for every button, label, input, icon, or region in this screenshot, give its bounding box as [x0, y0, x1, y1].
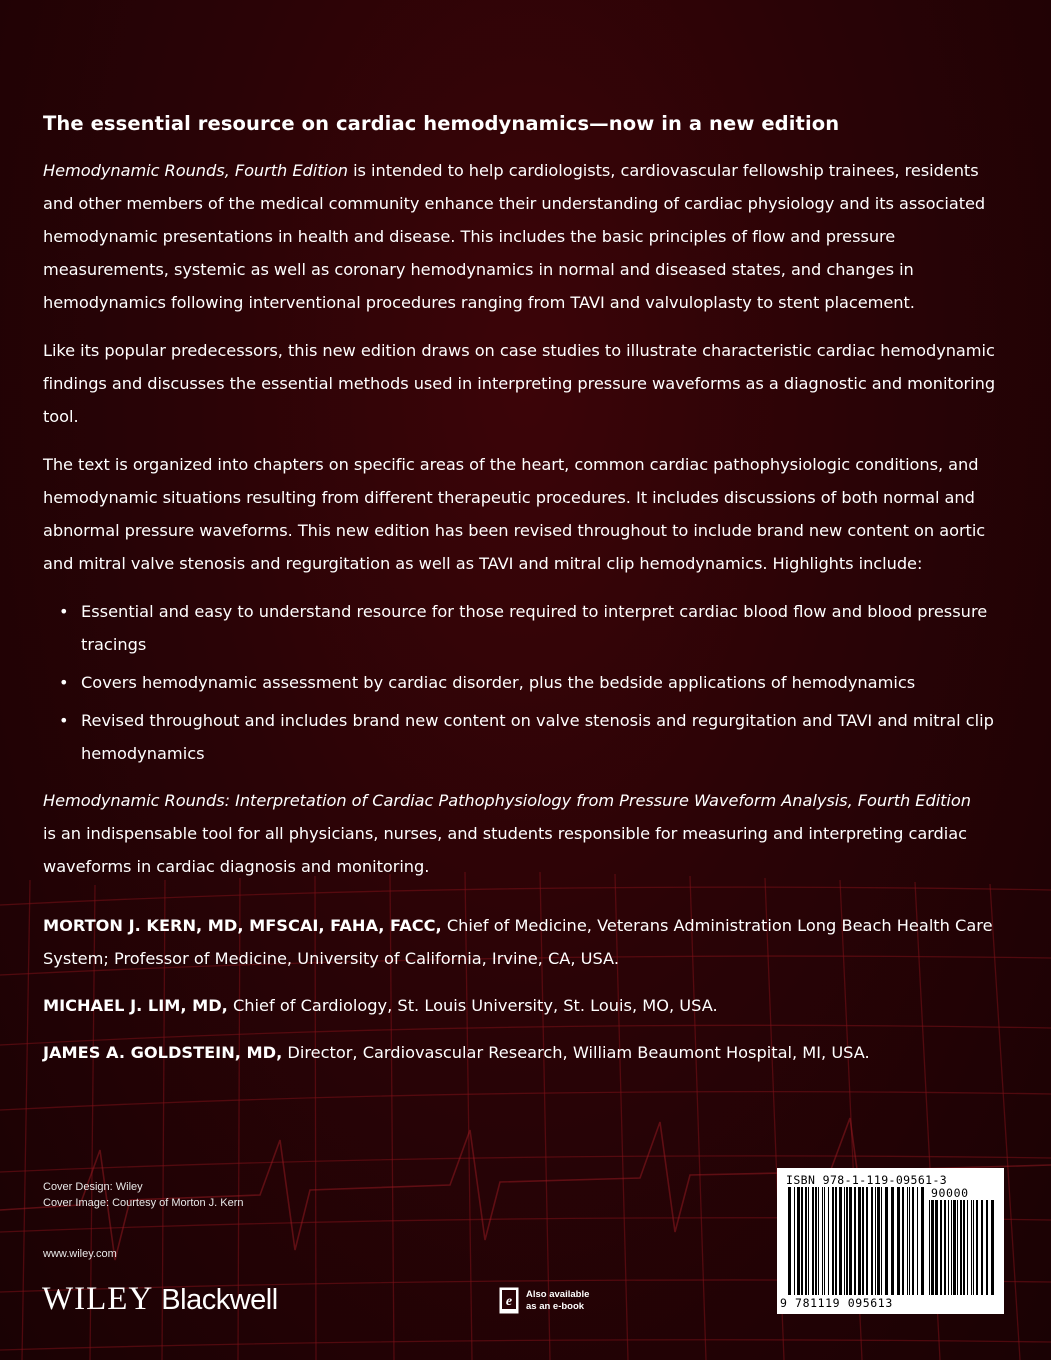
highlights-list: [43, 595, 1003, 770]
intro-text: is intended to help cardiologists, cardiovascular fellowship trainees, residents and other members of the medical community enhance their understanding of cardiac physiology and its associated hemodynamic presentations in health and disease. This includes the basic principles of flow and pressure measurements, systemic as well as coronary hemodynamics in normal and diseased states, and changes in hemodynamics following interventional procedures ranging from TAVI and valvuloplasty to stent placement.: [43, 161, 986, 312]
barcode-bar: [912, 1187, 914, 1295]
barcode-bar: [858, 1187, 861, 1295]
barcode-bar: [935, 1200, 938, 1295]
bullet-icon: •: [59, 673, 69, 692]
highlight-text: Revised throughout and includes brand new content on valve stenosis and regurgitation and TAVI and mitral clip hemodynamics: [81, 711, 994, 763]
highlight-text: Essential and easy to understand resource for those required to interpret cardiac blood flow and blood pressure tracings: [81, 602, 988, 654]
barcode-bar: [921, 1187, 924, 1295]
closing-paragraph: [43, 784, 1003, 883]
highlight-text: Covers hemodynamic assessment by cardiac disorder, plus the bedside applications of hemodynamics: [81, 673, 916, 692]
barcode-bar: [917, 1187, 918, 1295]
barcode-bar: [976, 1200, 978, 1295]
author-name: JAMES A. GOLDSTEIN, MD,: [43, 1043, 283, 1062]
barcode-bar: [832, 1187, 834, 1295]
cover-design-credit: Cover Design: Wiley: [43, 1181, 143, 1193]
ebook-line-2: as an e-book: [526, 1300, 585, 1312]
closing-text: is an indispensable tool for all physicians, nurses, and students responsible for measuring and interpreting cardiac waveforms in cardiac diagnosis and monitoring.: [43, 824, 967, 876]
book-title-italic: Hemodynamic Rounds, Fourth Edition: [43, 161, 349, 180]
barcode-bar: [891, 1187, 894, 1295]
barcode-bar: [844, 1187, 845, 1295]
predecessors-paragraph: Like its popular predecessors, this new edition draws on case studies to illustrate characteristic cardiac hemodynamic findings and discusses the essential methods used in interpreting pressure waveforms as a diagnostic and monitoring tool.: [43, 341, 996, 426]
barcode-bar: [944, 1200, 946, 1295]
barcode-bar: [805, 1187, 807, 1295]
barcode-bar: [986, 1200, 988, 1295]
barcode-bar: [788, 1187, 791, 1295]
authors-section: [43, 909, 1003, 1069]
author-affiliation: Chief of Cardiology, St. Louis University, St. Louis, MO, USA.: [227, 996, 718, 1015]
author-name: MICHAEL J. LIM, MD,: [43, 996, 228, 1015]
barcode-bar: [948, 1200, 949, 1295]
barcode-bar: [957, 1200, 958, 1295]
bullet-icon: •: [59, 602, 69, 621]
organization-paragraph: The text is organized into chapters on specific areas of the heart, common cardiac pathophysiologic conditions, and hemodynamic situations resulting from different therapeutic procedures. It includes discussions of both normal and abnormal pressure waveforms. This new edition has been revised throughout to include brand new content on aortic and mitral valve stenosis and regurgitation as well as TAVI and mitral clip hemodynamics. Highlights include:: [43, 455, 986, 573]
publisher-logo: [42, 1281, 278, 1318]
barcode-bar: [808, 1187, 809, 1295]
headline: The essential resource on cardiac hemodynamics—now in a new edition: [43, 112, 840, 135]
barcode-bar: [897, 1187, 900, 1295]
highlight-item: [59, 666, 1003, 699]
cover-image-credit: Cover Image: Courtesy of Morton J. Kern: [43, 1197, 244, 1209]
barcode-bar: [909, 1187, 910, 1295]
intro-paragraph: [43, 154, 1003, 319]
barcode-main-bars: [788, 1187, 924, 1295]
barcode-bar: [866, 1187, 868, 1295]
ebook-notice: [499, 1287, 589, 1314]
website-url: www.wiley.com: [43, 1248, 117, 1260]
barcode-bar: [801, 1187, 803, 1295]
barcode-bar: [951, 1200, 952, 1295]
barcode-bar: [931, 1200, 934, 1295]
barcode-bar: [885, 1187, 888, 1295]
price-code: 90000: [931, 1186, 969, 1200]
barcode-bar: [797, 1187, 800, 1295]
author-affiliation: Director, Cardiovascular Research, William Beaumont Hospital, MI, USA.: [282, 1043, 870, 1062]
barcode-bar: [967, 1200, 968, 1295]
barcode-bar: [991, 1200, 994, 1295]
barcode-bar: [839, 1187, 842, 1295]
svg-text:e: e: [505, 1294, 513, 1309]
barcode-bar: [862, 1187, 864, 1295]
barcode-bar: [822, 1187, 823, 1295]
barcode-bar: [875, 1187, 876, 1295]
isbn-label: ISBN 978-1-119-09561-3: [786, 1173, 948, 1187]
barcode-bar: [824, 1187, 825, 1295]
barcode-bar: [981, 1200, 983, 1295]
barcode-bar: [973, 1200, 974, 1295]
isbn-barcode: [777, 1168, 1004, 1314]
author-name: MORTON J. KERN, MD, MFSCAI, FAHA, FACC,: [43, 916, 442, 935]
barcode-bar: [963, 1200, 965, 1295]
barcode-bar: [794, 1187, 795, 1295]
back-cover-text: [43, 112, 1003, 1083]
wiley-wordmark: WILEY: [42, 1281, 154, 1317]
barcode-bar: [902, 1187, 904, 1295]
author-entry: [43, 909, 1003, 975]
barcode-bar: [849, 1187, 852, 1295]
barcode-bar: [877, 1187, 880, 1295]
barcode-digits: 9 781119 095613: [780, 1296, 893, 1310]
barcode-bar: [907, 1187, 908, 1295]
ebook-line-1: Also available: [526, 1288, 590, 1300]
barcode-addon-bars: [929, 1200, 995, 1295]
highlight-item: [59, 595, 1003, 661]
bullet-icon: •: [59, 711, 69, 730]
author-entry: [43, 989, 1003, 1022]
e-book-icon: [499, 1287, 519, 1314]
barcode-bar: [960, 1200, 962, 1295]
barcode-bar: [871, 1187, 873, 1295]
cover-credits: [43, 1179, 244, 1211]
highlight-item: [59, 704, 1003, 770]
author-entry: [43, 1036, 1003, 1069]
barcode-bar: [940, 1200, 942, 1295]
barcode-bar: [812, 1187, 814, 1295]
author-affiliation: Chief of Medicine, Veterans Administration Long Beach Health Care System; Professor of Medicine, University of California, Irvine, CA, USA.: [43, 916, 993, 968]
barcode-bar: [815, 1187, 817, 1295]
barcode-bar: [828, 1187, 829, 1295]
barcode-bar: [971, 1200, 972, 1295]
barcode-bar: [854, 1187, 856, 1295]
barcode-bar: [846, 1187, 848, 1295]
barcode-bar: [818, 1187, 819, 1295]
barcode-bar: [953, 1200, 956, 1295]
blackwell-wordmark: Blackwell: [161, 1284, 278, 1316]
full-title-italic: Hemodynamic Rounds: Interpretation of Cardiac Pathophysiology from Pressure Waveform Analysis, Fourth Edition: [43, 791, 971, 810]
barcode-bar: [929, 1200, 930, 1295]
barcode-bar: [835, 1187, 837, 1295]
barcode-bar: [881, 1187, 882, 1295]
